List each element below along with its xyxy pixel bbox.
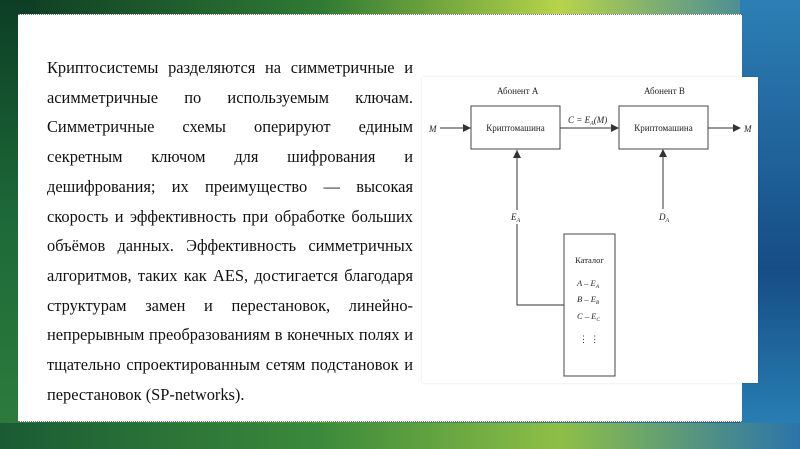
output-m-label: M [744,124,752,134]
key-e-subscript: A [516,218,521,224]
channel-label [568,115,607,127]
catalog-row: A – $E_A$ [577,278,600,290]
catalog-row-subscript: C [596,317,601,323]
catalog-ellipsis: ⋮ ⋮ [579,334,600,344]
body-paragraph: Криптосистемы разделяются на симметричные и асимметричные по используемым ключам. Симметричные схемы оперируют единым секретным ключом для шифрования и дешифрования; их преимущество — высокая скорость и эффективность при обработке больших объёмов данных. Эффективность симметричных алгоритмов, таких как AES, достигается благодаря структурам замен и перестановок, линейно-непрерывным преобразованиям в конечных полях и тщательно спроектированным сетям подстановок и перестановок (SP-networks). [47,58,413,404]
crypto-machine-b-label: Криптомашина [634,123,693,133]
catalog-row-value: E [590,278,596,288]
bottom-decor-band [0,423,800,449]
key-e-path [517,150,564,305]
key-e-text: E [511,212,517,222]
key-e-arrowhead [513,150,521,158]
channel-subscript: A [590,121,594,127]
catalog-row-subscript: A [595,284,600,290]
catalog-row-value: E [590,294,596,304]
subscriber-b-label: Абонент B [644,86,685,96]
top-decor-band [0,0,800,14]
catalog-title: Каталог [575,255,604,265]
catalog-row: C – $E_C$ [577,311,601,323]
subscriber-a-label: Абонент A [497,86,539,96]
bottom-dotted-divider [18,421,742,422]
channel-argument: (M) [593,115,608,125]
catalog-row-key: B [577,294,583,304]
key-d-label [658,212,670,224]
catalog-row-key: C [577,311,583,321]
crypto-machine-a-label: Криптомашина [486,123,545,133]
crypto-diagram-svg [422,77,758,383]
input-m-label: M [429,124,437,134]
crypto-diagram [422,77,758,383]
catalog-row-subscript: B [595,300,600,306]
channel-text: C = E [568,115,591,125]
top-dotted-divider [18,14,742,15]
catalog-row-key: A [577,278,583,288]
catalog-row: B – $E_B$ [577,294,600,306]
catalog-row-value: E [591,311,597,321]
key-d-text: D [659,212,666,222]
key-d-subscript: A [665,218,670,224]
